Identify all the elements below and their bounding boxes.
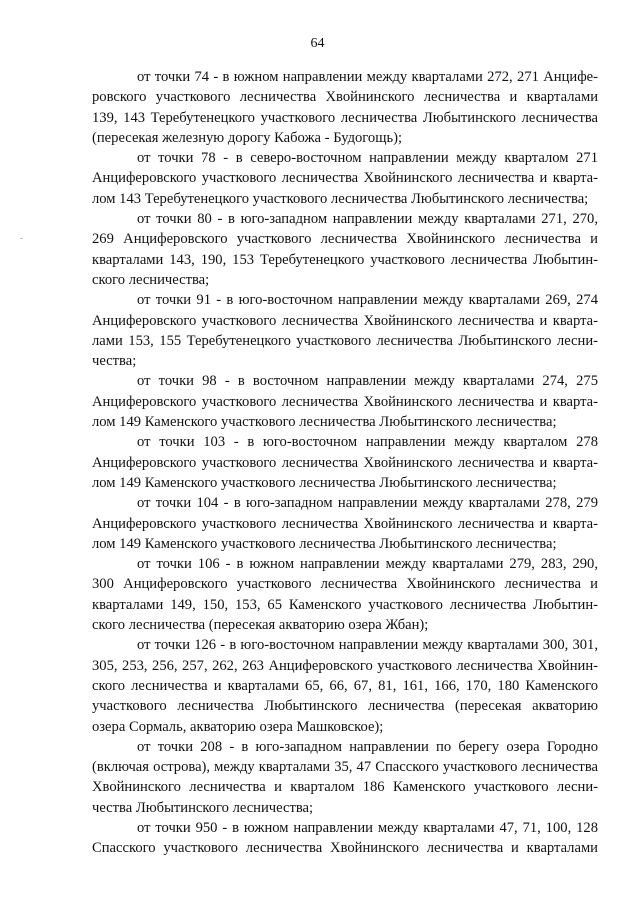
paragraph xyxy=(92,371,598,432)
page-number: 64 xyxy=(310,36,325,51)
text-line: ровского участкового лесничества Хвойнинского лесничества и кварталами xyxy=(92,89,598,106)
text-line: ского лесничества (пересекая акваторию озера Жбан); xyxy=(92,617,429,634)
text-line: от точки 103 - в юго-восточном направлении между кварталом 278 xyxy=(137,434,598,451)
paragraph xyxy=(92,290,598,371)
paragraph xyxy=(92,818,598,859)
text-line: Анциферовского участкового лесничества Хвойнинского лесничества и кварта- xyxy=(92,393,598,410)
text-line: Хвойнинского лесничества и кварталом 186 Каменского участкового лесни- xyxy=(92,779,598,796)
text-line: 269 Анциферовского участкового лесничества Хвойнинского лесничества и xyxy=(92,231,598,248)
text-line: от точки 126 - в юго-восточном направлении между кварталами 300, 301, xyxy=(137,637,598,654)
paragraph xyxy=(92,209,598,290)
paragraph xyxy=(92,737,598,818)
text-line: от точки 78 - в северо-восточном направлении между кварталом 271 xyxy=(137,150,598,167)
text-line: Анциферовского участкового лесничества Хвойнинского лесничества и кварта- xyxy=(92,515,598,532)
margin-mark xyxy=(20,238,23,239)
text-line: от точки 98 - в восточном направлении между кварталами 274, 275 xyxy=(137,373,598,390)
text-line: лами 153, 155 Теребутенецкого участкового лесничества Любытинского лесни- xyxy=(92,332,598,349)
text-line: лом 149 Каменского участкового лесничества Любытинского лесничества; xyxy=(92,414,557,431)
text-line: лом 143 Теребутенецкого участкового лесничества Любытинского лесничества; xyxy=(92,190,589,207)
text-line: чества Любытинского лесничества; xyxy=(92,799,314,816)
text-line: от точки 106 - в южном направлении между кварталами 279, 283, 290, xyxy=(137,556,598,573)
text-line: от точки 950 - в южном направлении между кварталами 47, 71, 100, 128 xyxy=(137,819,598,836)
paragraph xyxy=(92,635,598,736)
text-line: от точки 91 - в юго-восточном направлении между кварталами 269, 274 xyxy=(137,292,598,309)
text-line: 139, 143 Теребутенецкого участкового лесничества Любытинского лесничества xyxy=(92,109,598,126)
paragraph xyxy=(92,67,598,148)
paragraph xyxy=(92,148,598,209)
paragraph xyxy=(92,554,598,635)
paragraph xyxy=(92,493,598,554)
text-line: лом 149 Каменского участкового лесничества Любытинского лесничества; xyxy=(92,474,557,491)
body-text xyxy=(92,67,598,859)
text-line: от точки 104 - в юго-западном направлении между кварталами 278, 279 xyxy=(137,495,598,512)
text-line: (пересекая железную дорогу Кабожа - Будогощь); xyxy=(92,129,403,146)
text-line: 300 Анциферовского участкового лесничества Хвойнинского лесничества и xyxy=(92,576,598,593)
text-line: кварталами 149, 150, 153, 65 Каменского участкового лесничества Любытин- xyxy=(92,596,598,613)
text-line: Спасского участкового лесничества Хвойнинского лесничества и кварталами xyxy=(92,840,598,857)
text-line: от точки 74 - в южном направлении между кварталами 272, 271 Анцифе- xyxy=(137,69,598,85)
text-line: участкового лесничества Любытинского лесничества (пересекая акваторию xyxy=(92,698,598,715)
text-line: Анциферовского участкового лесничества Хвойнинского лесничества и кварта- xyxy=(92,312,598,329)
text-line: 305, 253, 256, 257, 262, 263 Анциферовского участкового лесничества Хвойнин- xyxy=(92,657,598,674)
text-line: кварталами 143, 190, 153 Теребутенецкого участкового лесничества Любытин- xyxy=(92,251,598,268)
text-line: от точки 80 - в юго-западном направлении между кварталами 271, 270, xyxy=(137,211,598,228)
text-line: ского лесничества и кварталами 65, 66, 67, 81, 161, 166, 170, 180 Каменского xyxy=(92,677,598,694)
text-line: Анциферовского участкового лесничества Хвойнинского лесничества и кварта- xyxy=(92,454,598,471)
text-line: озера Сормаль, акваторию озера Машковское); xyxy=(92,718,384,735)
text-line: от точки 208 - в юго-западном направлении по берегу озера Городно xyxy=(137,738,598,755)
text-line: чества; xyxy=(92,353,137,370)
text-line: ского лесничества; xyxy=(92,271,210,288)
paragraph xyxy=(92,432,598,493)
text-line: лом 149 Каменского участкового лесничества Любытинского лесничества; xyxy=(92,535,557,552)
text-line: (включая острова), между кварталами 35, 47 Спасского участкового лесничества xyxy=(92,759,598,776)
text-line: Анциферовского участкового лесничества Хвойнинского лесничества и кварта- xyxy=(92,170,598,187)
